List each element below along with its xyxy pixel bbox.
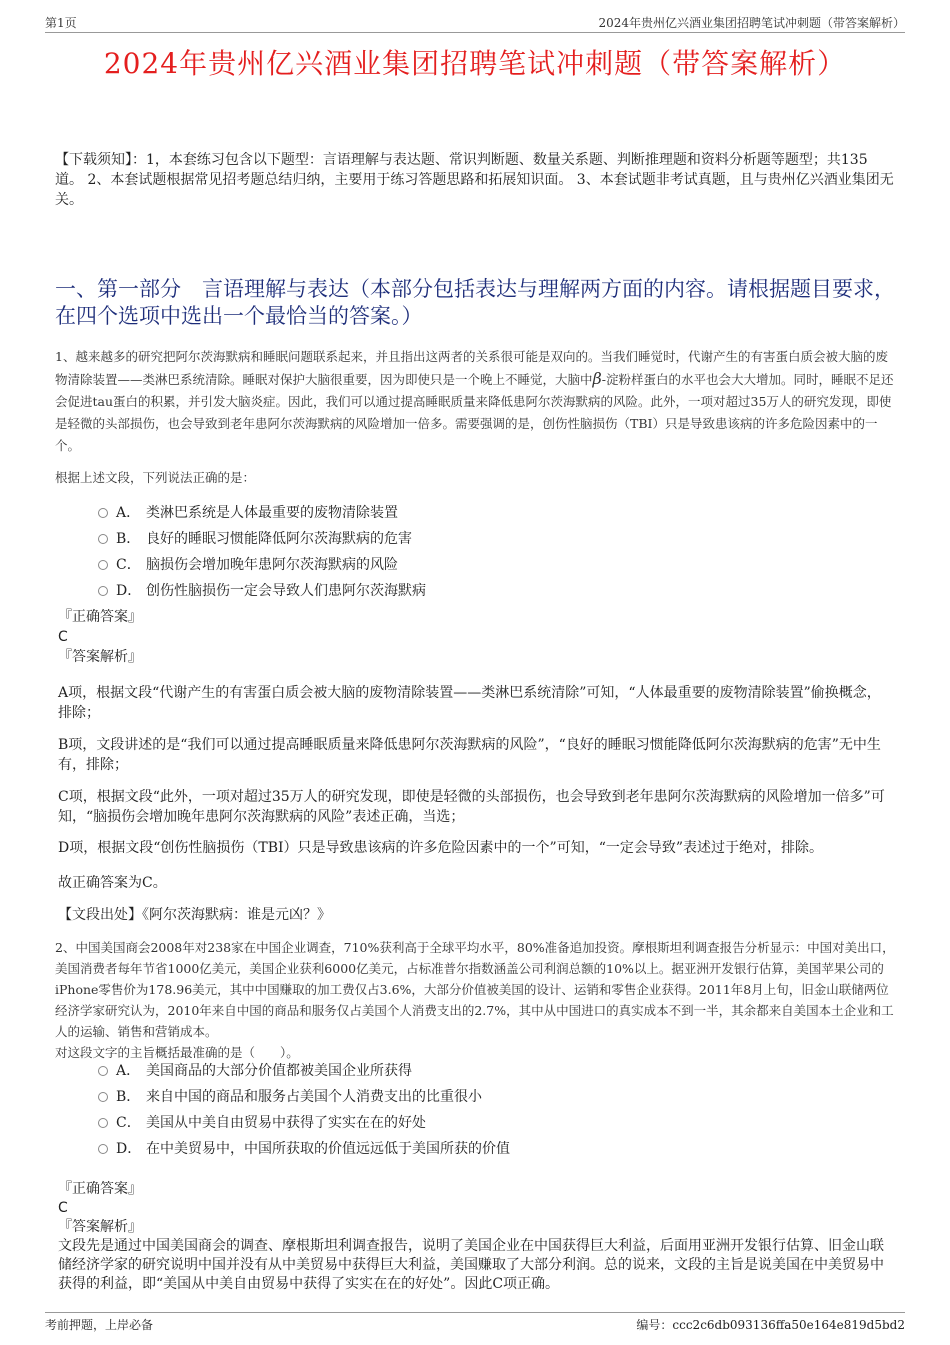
page-header — [45, 12, 905, 33]
option-text: 在中美贸易中，中国所获取的价值远远低于美国所获的价值 — [146, 1141, 510, 1157]
option-letter: B． — [116, 1089, 141, 1105]
answer-value: C — [58, 629, 68, 645]
q1-option-a[interactable] — [98, 500, 698, 526]
q1-option-c[interactable] — [98, 552, 698, 578]
option-letter: A． — [116, 1063, 141, 1079]
answer-label: 『正确答案』 — [58, 609, 142, 625]
q2-analysis: 文段先是通过中国美国商会的调查、摩根斯坦利调查报告，说明了美国企业在中国获得巨大利益，后面用亚洲开发银行估算、旧金山联储经济学家的研究说明中国并没有从中美贸易中获得巨大利益，美国赚取了大部分利润。总的说来，文段的主旨是说美国在中美贸易中获得的利益，即“美国从中美自由贸易中获得了实实在在的好处”。因此C项正确。 — [58, 1238, 884, 1292]
q1-analysis-c: C项，根据文段“此外，一项对超过35万人的研究发现，即使是轻微的头部损伤，也会导致到老年患阿尔茨海默病的风险增加一倍多”可知，“脑损伤会增加晚年患阿尔茨海默病的风险”表述正确，当选； — [58, 789, 885, 825]
question-1-answer-block — [58, 607, 890, 667]
q2-option-c[interactable] — [98, 1110, 698, 1136]
option-letter: A． — [116, 505, 141, 521]
question-2-stem — [55, 937, 895, 1063]
q1-option-d[interactable] — [98, 578, 698, 604]
analysis-label: 『答案解析』 — [58, 1219, 142, 1235]
option-letter: D． — [116, 1141, 142, 1157]
question-1-stem-part-1: 1、越来越多的研究把阿尔茨海默病和睡眠问题联系起来，并且指出这两者的关系很可能是双向的。当我们睡觉时，代谢产生的有害蛋白质会被大脑的废物清除装置——类淋巴系统清除。睡眠对保护大脑很重要，因为即使只是一个晚上不睡觉，大脑中 — [55, 349, 888, 387]
question-1-options — [98, 500, 698, 604]
radio-icon[interactable] — [98, 1092, 108, 1102]
radio-icon[interactable] — [98, 560, 108, 570]
option-letter: B． — [116, 531, 141, 547]
q2-option-b[interactable] — [98, 1084, 698, 1110]
option-letter: C． — [116, 557, 141, 573]
q1-option-b[interactable] — [98, 526, 698, 552]
analysis-label: 『答案解析』 — [58, 649, 142, 665]
section-heading: 一、第一部分 言语理解与表达（本部分包括表达与理解两方面的内容。请根据题目要求，在四个选项中选出一个最恰当的答案。） — [55, 277, 895, 328]
q1-conclusion: 故正确答案为C。 — [58, 875, 167, 891]
option-text: 美国商品的大部分价值都被美国企业所获得 — [146, 1063, 412, 1079]
radio-icon[interactable] — [98, 534, 108, 544]
q2-option-d[interactable] — [98, 1136, 698, 1162]
radio-icon[interactable] — [98, 1144, 108, 1154]
option-text: 美国从中美自由贸易中获得了实实在在的好处 — [146, 1115, 426, 1131]
answer-value: C — [58, 1200, 68, 1216]
question-1-stem-part-2: -淀粉样蛋白的水平也会大大增加。同时，睡眠不足还会促进tau蛋白的积累，并引发大脑炎症。因此，我们可以通过提高睡眠质量来降低患阿尔茨海默病的风险。此外，一项对超过35万人的研究发现，即使是轻微的头部损伤，也会导致到老年患阿尔茨海默病的风险增加一倍多。需要强调的是，创伤性脑损伤（TBI）只是导致患该病的许多危险因素中的一个。 — [55, 372, 894, 453]
download-notice: 【下载须知】：1，本套练习包含以下题型：言语理解与表达题、常识判断题、数量关系题、判断推理题和资料分析题等题型；共135道。 2、本套试题根据常见招考题总结归纳，主要用于练习答题思路和拓展知识面。 3、本套试题非考试真题，且与贵州亿兴酒业集团无关。 — [55, 152, 894, 208]
option-text: 类淋巴系统是人体最重要的废物清除装置 — [146, 505, 398, 521]
question-2-options — [98, 1058, 698, 1162]
q1-analysis-b: B项，文段讲述的是“我们可以通过提高睡眠质量来降低患阿尔茨海默病的风险”，“良好的睡眠习惯能降低阿尔茨海默病的危害”无中生有，排除； — [58, 737, 881, 773]
answer-label: 『正确答案』 — [58, 1181, 142, 1197]
radio-icon[interactable] — [98, 586, 108, 596]
q1-source: 【文段出处】《阿尔茨海默病：谁是元凶？》 — [58, 907, 331, 923]
question-2-answer-block — [58, 1180, 890, 1294]
header-doc-title: 2024年贵州亿兴酒业集团招聘笔试冲刺题（带答案解析） — [598, 16, 905, 30]
q1-analysis-a: A项，根据文段“代谢产生的有害蛋白质会被大脑的废物清除装置——类淋巴系统清除”可知，“人体最重要的废物清除装置”偷换概念，排除； — [58, 685, 881, 721]
option-text: 创伤性脑损伤一定会导致人们患阿尔茨海默病 — [146, 583, 426, 599]
radio-icon[interactable] — [98, 1118, 108, 1128]
q2-option-a[interactable] — [98, 1058, 698, 1084]
option-letter: D． — [116, 583, 142, 599]
option-text: 良好的睡眠习惯能降低阿尔茨海默病的危害 — [146, 531, 412, 547]
radio-icon[interactable] — [98, 508, 108, 518]
footer-doc-id: 编号：ccc2c6db093136ffa50e164e819d5bd2 — [636, 1318, 905, 1332]
question-2-text: 2、中国美国商会2008年对238家在中国企业调查，710%获利高于全球平均水平，80%准备追加投资。摩根斯坦利调查报告分析显示：中国对美出口，美国消费者每年节省1000亿美元，美国企业获利6000亿美元，占标准普尔指数涵盖公司利润总额的10%以上。据亚洲开发银行估算，美国苹果公司的iPhone零售价为178.96美元，其中中国赚取的加工费仅占3.6%，大部分价值被美国的设计、运销和零售企业获得。2011年8月上旬，旧金山联储两位经济学家研究认为，2010年来自中国的商品和服务仅占美国个人消费支出的2.7%，其中从中国进口的真实成本不到一半，其余都来自美国本土企业和工人的运输、销售和营销成本。 — [55, 940, 895, 1039]
beta-symbol: β — [592, 369, 602, 388]
footer-slogan: 考前押题，上岸必备 — [45, 1318, 154, 1332]
question-2-prompt: 对这段文字的主旨概括最准确的是（ ）。 — [55, 1045, 299, 1060]
option-letter: C． — [116, 1115, 141, 1131]
q1-analysis-d: D项，根据文段“创伤性脑损伤（TBI）只是导致患该病的许多危险因素中的一个”可知，“一定会导致”表述过于绝对，排除。 — [58, 840, 824, 856]
page-title: 2024年贵州亿兴酒业集团招聘笔试冲刺题（带答案解析） — [103, 47, 847, 80]
question-1-prompt: 根据上述文段，下列说法正确的是： — [55, 470, 256, 485]
page-footer — [45, 1312, 905, 1333]
question-1-stem — [55, 346, 895, 457]
radio-icon[interactable] — [98, 1066, 108, 1076]
option-text: 来自中国的商品和服务占美国个人消费支出的比重很小 — [146, 1089, 482, 1105]
option-text: 脑损伤会增加晚年患阿尔茨海默病的风险 — [146, 557, 398, 573]
page-number: 第1页 — [45, 16, 77, 30]
